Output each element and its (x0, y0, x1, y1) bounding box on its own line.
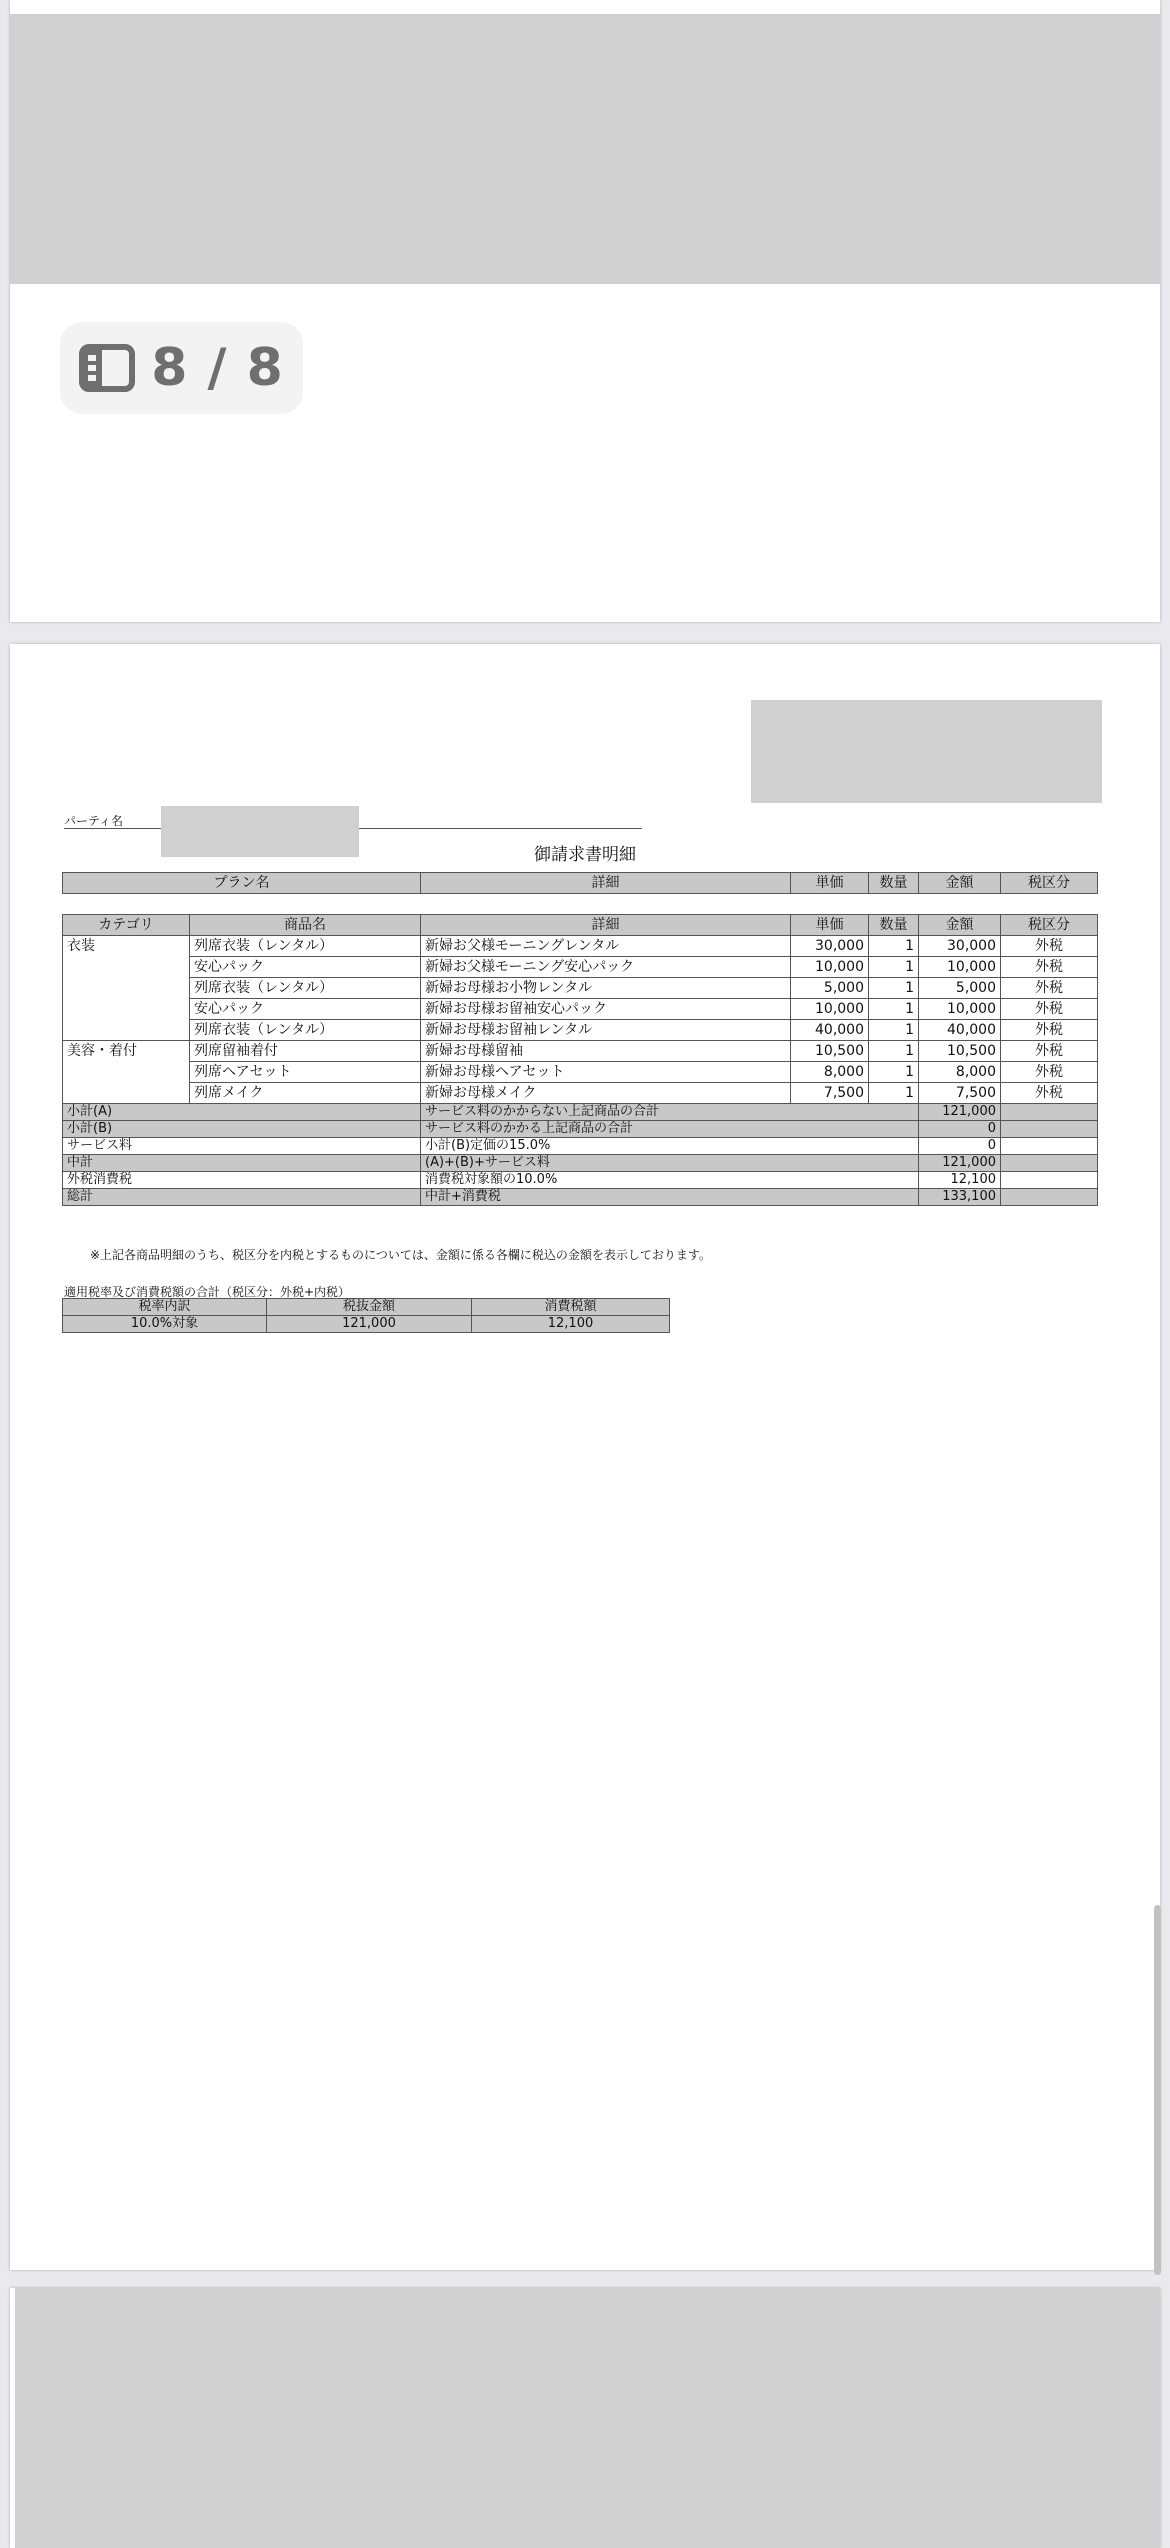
summary-row (63, 1155, 1098, 1172)
summary-detail: (A)+(B)+サービス料 (421, 1155, 919, 1172)
table-row (63, 1041, 1098, 1062)
summary-amount: 12,100 (919, 1172, 1001, 1189)
unit-price-cell: 30,000 (791, 936, 869, 957)
summary-label: 総計 (63, 1189, 421, 1206)
summary-label: サービス料 (63, 1138, 421, 1155)
product-name-cell: 安心パック (190, 957, 421, 978)
detail-cell: 新婦お父様モーニングレンタル (421, 936, 791, 957)
tax-type-cell: 外税 (1001, 1041, 1098, 1062)
previous-page (10, 0, 1160, 622)
tax-type-cell: 外税 (1001, 999, 1098, 1020)
column-header: カテゴリ (63, 915, 190, 936)
sidebar-toggle-icon (79, 344, 135, 392)
amount-cell: 10,000 (919, 999, 1001, 1020)
product-name-cell: 列席留袖着付 (190, 1041, 421, 1062)
quantity-cell: 1 (869, 1083, 919, 1104)
unit-price-cell: 10,000 (791, 957, 869, 978)
table-row (63, 957, 1098, 978)
plan-header-table (62, 872, 1098, 894)
column-header: 金額 (919, 915, 1001, 936)
amount-cell: 8,000 (919, 1062, 1001, 1083)
detail-cell: 新婦お母様お留袖レンタル (421, 1020, 791, 1041)
product-name-cell: 列席ヘアセット (190, 1062, 421, 1083)
tax-header-row (63, 1299, 670, 1316)
summary-detail: サービス料のかからない上記商品の合計 (421, 1104, 919, 1121)
column-header: 単価 (791, 915, 869, 936)
tax-type-cell: 外税 (1001, 1020, 1098, 1041)
summary-amount: 121,000 (919, 1104, 1001, 1121)
quantity-cell: 1 (869, 1041, 919, 1062)
summary-detail: 小計(B)定価の15.0% (421, 1138, 919, 1155)
quantity-cell: 1 (869, 999, 919, 1020)
quantity-cell: 1 (869, 1020, 919, 1041)
summary-detail: 消費税対象額の10.0% (421, 1172, 919, 1189)
tax-data-row (63, 1316, 670, 1333)
summary-tax-type (1001, 1104, 1098, 1121)
summary-tax-type (1001, 1121, 1098, 1138)
detail-header-row (63, 915, 1098, 936)
column-header: 詳細 (421, 915, 791, 936)
column-header: 金額 (919, 873, 1001, 894)
product-name-cell: 安心パック (190, 999, 421, 1020)
summary-tax-type (1001, 1172, 1098, 1189)
column-header: 税抜金額 (267, 1299, 472, 1316)
summary-tax-type (1001, 1138, 1098, 1155)
summary-label: 小計(B) (63, 1121, 421, 1138)
column-header: 数量 (869, 873, 919, 894)
table-row (63, 1062, 1098, 1083)
tax-summary-table (62, 1298, 670, 1333)
tax-type-cell: 外税 (1001, 978, 1098, 999)
table-row (63, 1020, 1098, 1041)
scrollbar[interactable] (1154, 1905, 1161, 2275)
summary-label: 小計(A) (63, 1104, 421, 1121)
amount-cell: 10,500 (919, 1041, 1001, 1062)
quantity-cell: 1 (869, 936, 919, 957)
summary-amount: 0 (919, 1121, 1001, 1138)
product-name-cell: 列席メイク (190, 1083, 421, 1104)
unit-price-cell: 5,000 (791, 978, 869, 999)
summary-detail: サービス料のかかる上記商品の合計 (421, 1121, 919, 1138)
quantity-cell: 1 (869, 978, 919, 999)
summary-amount: 0 (919, 1138, 1001, 1155)
tax-value-cell: 10.0%対象 (63, 1316, 267, 1333)
column-header: 消費税額 (472, 1299, 670, 1316)
column-header: 単価 (791, 873, 869, 894)
plan-header-row (63, 873, 1098, 894)
product-name-cell: 列席衣装（レンタル） (190, 978, 421, 999)
detail-cell: 新婦お母様お小物レンタル (421, 978, 791, 999)
column-header: 詳細 (421, 873, 791, 894)
unit-price-cell: 40,000 (791, 1020, 869, 1041)
summary-label: 外税消費税 (63, 1172, 421, 1189)
column-header: 数量 (869, 915, 919, 936)
summary-row (63, 1104, 1098, 1121)
tax-type-cell: 外税 (1001, 1062, 1098, 1083)
table-row (63, 978, 1098, 999)
detail-cell: 新婦お母様留袖 (421, 1041, 791, 1062)
summary-row (63, 1138, 1098, 1155)
redacted-area (15, 2288, 1160, 2548)
unit-price-cell: 8,000 (791, 1062, 869, 1083)
tax-type-cell: 外税 (1001, 957, 1098, 978)
detail-cell: 新婦お父様モーニング安心パック (421, 957, 791, 978)
next-page (10, 2288, 1160, 2548)
amount-cell: 5,000 (919, 978, 1001, 999)
category-cell: 美容・着付 (63, 1041, 190, 1104)
summary-row (63, 1121, 1098, 1138)
summary-tax-type (1001, 1155, 1098, 1172)
summary-row (63, 1189, 1098, 1206)
summary-row (63, 1172, 1098, 1189)
tax-summary-title: 適用税率及び消費税額の合計（税区分：外税+内税） (64, 1285, 351, 1299)
summary-detail: 中計+消費税 (421, 1189, 919, 1206)
detail-cell: 新婦お母様ヘアセット (421, 1062, 791, 1083)
quantity-cell: 1 (869, 957, 919, 978)
column-header: 税率内訳 (63, 1299, 267, 1316)
tax-value-cell: 121,000 (267, 1316, 472, 1333)
summary-amount: 121,000 (919, 1155, 1001, 1172)
table-row (63, 1083, 1098, 1104)
table-row (63, 999, 1098, 1020)
page-counter[interactable] (60, 322, 303, 414)
tax-note: ※上記各商品明細のうち、税区分を内税とするものについては、金額に係る各欄に税込の金額を表示しております。 (90, 1248, 711, 1262)
detail-cell: 新婦お母様メイク (421, 1083, 791, 1104)
amount-cell: 10,000 (919, 957, 1001, 978)
redacted-area (10, 14, 1160, 284)
column-header: 税区分 (1001, 873, 1098, 894)
detail-cell: 新婦お母様お留袖安心パック (421, 999, 791, 1020)
product-name-cell: 列席衣装（レンタル） (190, 1020, 421, 1041)
redacted-logo (751, 700, 1102, 803)
column-header: プラン名 (63, 873, 421, 894)
column-header: 税区分 (1001, 915, 1098, 936)
invoice-title: 御請求書明細 (534, 845, 636, 865)
amount-cell: 40,000 (919, 1020, 1001, 1041)
tax-value-cell: 12,100 (472, 1316, 670, 1333)
page-counter-text: 8 / 8 (151, 338, 284, 398)
summary-label: 中計 (63, 1155, 421, 1172)
category-cell: 衣装 (63, 936, 190, 1041)
tax-type-cell: 外税 (1001, 936, 1098, 957)
amount-cell: 30,000 (919, 936, 1001, 957)
summary-tax-type (1001, 1189, 1098, 1206)
unit-price-cell: 7,500 (791, 1083, 869, 1104)
product-name-cell: 列席衣装（レンタル） (190, 936, 421, 957)
party-name-label: パーティ名 (64, 814, 124, 828)
unit-price-cell: 10,500 (791, 1041, 869, 1062)
tax-type-cell: 外税 (1001, 1083, 1098, 1104)
quantity-cell: 1 (869, 1062, 919, 1083)
table-row (63, 936, 1098, 957)
invoice-detail-table (62, 914, 1098, 1206)
column-header: 商品名 (190, 915, 421, 936)
amount-cell: 7,500 (919, 1083, 1001, 1104)
summary-amount: 133,100 (919, 1189, 1001, 1206)
unit-price-cell: 10,000 (791, 999, 869, 1020)
